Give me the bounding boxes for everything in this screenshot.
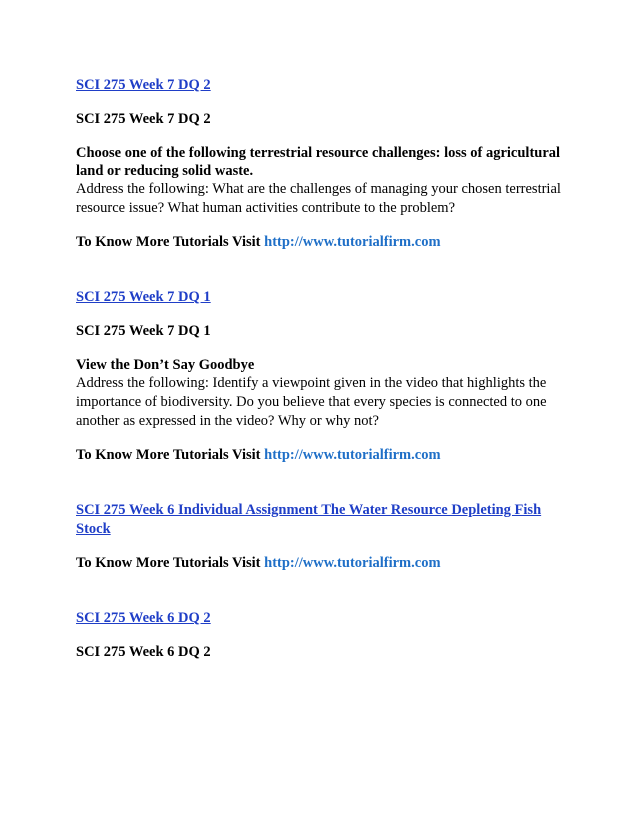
section-week6-dq2 [76, 609, 578, 662]
body-week7-dq1: Address the following: Identify a viewpoint given in the video that highlights the importance of biodiversity. Do you believe that every species is connected to one another as expressed in the video? Why or why not? [76, 375, 547, 429]
prompt-week7-dq2: Choose one of the following terrestrial resource challenges: loss of agricultural land or reducing solid waste. [76, 145, 561, 179]
visit-url-link[interactable]: http://www.tutorialfirm.com [264, 555, 441, 571]
section-week7-dq1 [76, 288, 578, 465]
section-week6-individual-assignment [76, 501, 578, 573]
visit-line-week7-dq1 [76, 446, 578, 465]
section-gap [76, 465, 578, 501]
section-gap [76, 252, 578, 288]
subheading-week7-dq1: SCI 275 Week 7 DQ 1 [76, 323, 211, 339]
prompt-week7-dq1: View the Don’t Say Goodbye [76, 357, 255, 373]
visit-label: To Know More Tutorials Visit [76, 447, 265, 463]
visit-url-link[interactable]: http://www.tutorialfirm.com [264, 447, 441, 463]
visit-label: To Know More Tutorials Visit [76, 234, 265, 250]
section-gap [76, 573, 578, 609]
visit-label: To Know More Tutorials Visit [76, 555, 265, 571]
title-link-week6-dq2[interactable]: SCI 275 Week 6 DQ 2 [76, 610, 211, 626]
subheading-week6-dq2: SCI 275 Week 6 DQ 2 [76, 644, 211, 660]
body-week7-dq2: Address the following: What are the challenges of managing your chosen terrestrial resource issue? What human activities contribute to the problem? [76, 181, 561, 216]
subheading-week7-dq2: SCI 275 Week 7 DQ 2 [76, 111, 211, 127]
title-link-week6-individual-assignment[interactable]: SCI 275 Week 6 Individual Assignment The Water Resource Depleting Fish Stock [76, 502, 542, 537]
visit-line-week7-dq2 [76, 233, 578, 252]
title-link-week7-dq2[interactable]: SCI 275 Week 7 DQ 2 [76, 77, 211, 93]
title-link-week7-dq1[interactable]: SCI 275 Week 7 DQ 1 [76, 289, 211, 305]
section-week7-dq2 [76, 76, 578, 252]
visit-line-week6-individual-assignment [76, 554, 578, 573]
visit-url-link[interactable]: http://www.tutorialfirm.com [264, 234, 441, 250]
